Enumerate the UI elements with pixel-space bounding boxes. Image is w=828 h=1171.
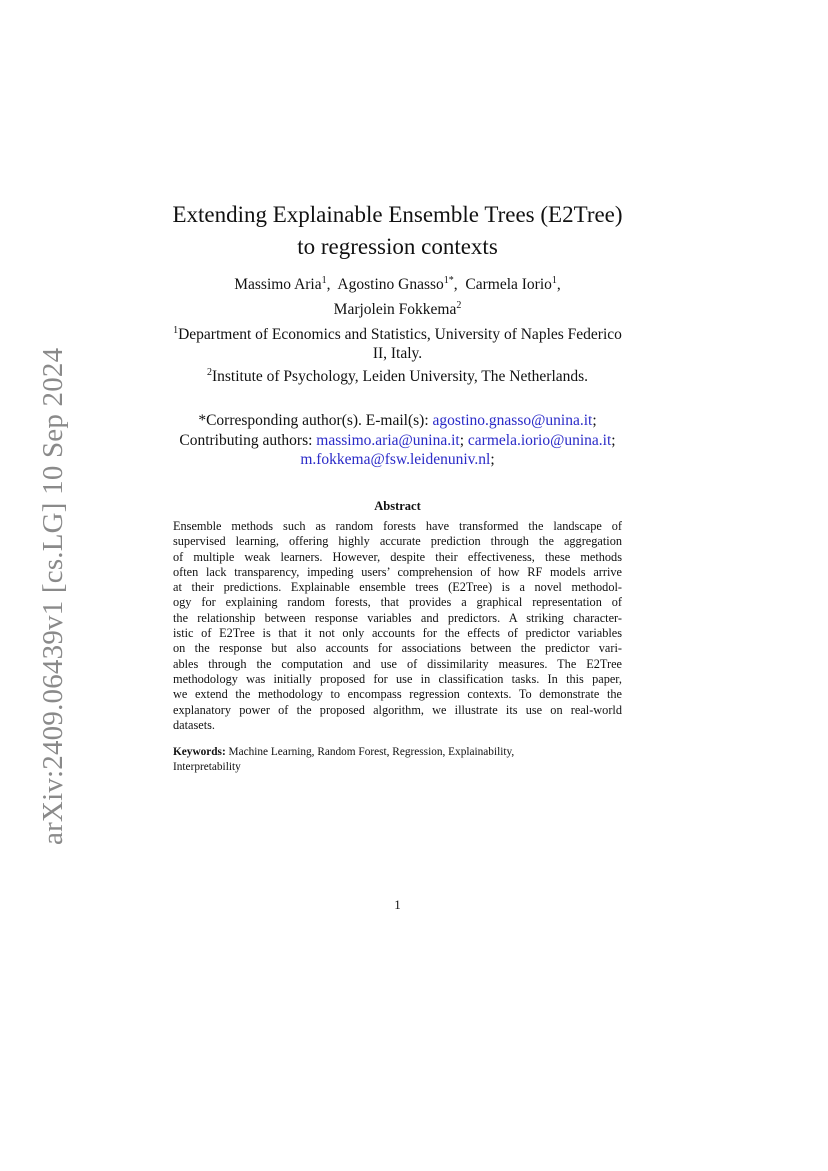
abstract-line: on the response but also accounts for associations between the predictor vari- — [173, 641, 622, 656]
affiliations — [0, 321, 795, 386]
title-line-2: to regression contexts — [297, 234, 498, 260]
author-affiliation-mark: 1 — [551, 275, 557, 286]
page-number: 1 — [394, 897, 401, 912]
author-line-1: Massimo Aria$^1$, Agostino Gnasso$^{1*}$, Carmela Iorio$^1$, — [234, 275, 561, 294]
author-line-2 — [0, 295, 795, 320]
abstract-line: supervised learning, offering highly accurate prediction through the aggregation — [173, 534, 622, 549]
keywords-line-1: Keywords: Machine Learning, Random Forest, Regression, Explainability, — [173, 746, 515, 758]
title-line-1: Extending Explainable Ensemble Trees (E2Tree) — [172, 202, 623, 228]
abstract-line: explanatory power of the proposed algorithm, we illustrate its use on real-world — [173, 702, 622, 717]
keywords — [173, 745, 622, 775]
affiliation-2: $^2$Institute of Psychology, Leiden University, The Netherlands. — [206, 367, 589, 386]
author-affiliation-mark: 1* — [443, 275, 454, 286]
author-name: Massimo Aria — [234, 276, 322, 294]
abstract-line: istic of E2Tree is that it not only accounts for the effects of predictor variables — [173, 626, 622, 641]
author-name: Agostino Gnasso — [337, 276, 444, 294]
abstract-line: often lack transparency, impeding users’ comprehension of how RF models arrive — [173, 564, 622, 579]
contributing-authors-line: Contributing authors: massimo.aria@unina.it; carmela.iorio@unina.it; — [179, 431, 616, 449]
affiliation-1-continued: II, Italy. — [372, 345, 423, 363]
affiliation-1: $^1$Department of Economics and Statistics, University of Naples Federico — [173, 325, 622, 344]
abstract-line: Ensemble methods such as random forests have transformed the landscape of — [173, 519, 622, 533]
abstract-line: methodology was initially proposed for use in classification tasks. In this paper, — [173, 671, 622, 686]
contributing-authors-line-2: m.fokkema@fsw.leidenuniv.nl; — [300, 451, 495, 468]
email-link-iorio[interactable]: carmela.iorio@unina.it — [467, 431, 612, 449]
author-list — [0, 270, 795, 320]
abstract-line: ables through the computation and use of dissimilarity measures. The E2Tree — [173, 656, 622, 671]
paper-title — [0, 199, 795, 263]
author-name: Carmela Iorio — [465, 276, 552, 294]
email-link-fokkema[interactable]: m.fokkema@fsw.leidenuniv.nl — [300, 451, 491, 468]
abstract-heading: Abstract — [374, 499, 421, 513]
keywords-line-2: Interpretability — [173, 761, 241, 773]
contact-emails — [0, 411, 795, 470]
arxiv-identifier-stamp: arXiv:2409.06439v1 [cs.LG] 10 Sep 2024 — [37, 347, 69, 845]
abstract-line: we extend the methodology to encompass regression contexts. To demonstrate the — [173, 687, 622, 702]
abstract-line: datasets. — [173, 717, 216, 732]
email-link-aria[interactable]: massimo.aria@unina.it — [316, 431, 460, 449]
abstract-text — [173, 519, 622, 733]
abstract-line: at their predictions. Explainable ensemble trees (E2Tree) is a novel methodol- — [173, 580, 622, 595]
author-affiliation-mark: 2 — [456, 300, 462, 312]
corresponding-author-line: *Corresponding author(s). E-mail(s): agostino.gnasso@unina.it; — [198, 412, 597, 429]
keywords-label: Keywords: — [173, 746, 226, 758]
abstract-line: of multiple weak learners. However, despite their effectiveness, these methods — [173, 549, 622, 564]
author-affiliation-mark: 1 — [321, 275, 327, 286]
abstract-line: ogy for explaining random forests, that provides a graphical representation of — [173, 595, 622, 610]
author-name: Marjolein Fokkema — [333, 301, 457, 319]
corresponding-email-link[interactable]: agostino.gnasso@unina.it — [432, 412, 593, 429]
abstract-line: the relationship between response variables and predictors. A striking character- — [173, 610, 622, 625]
